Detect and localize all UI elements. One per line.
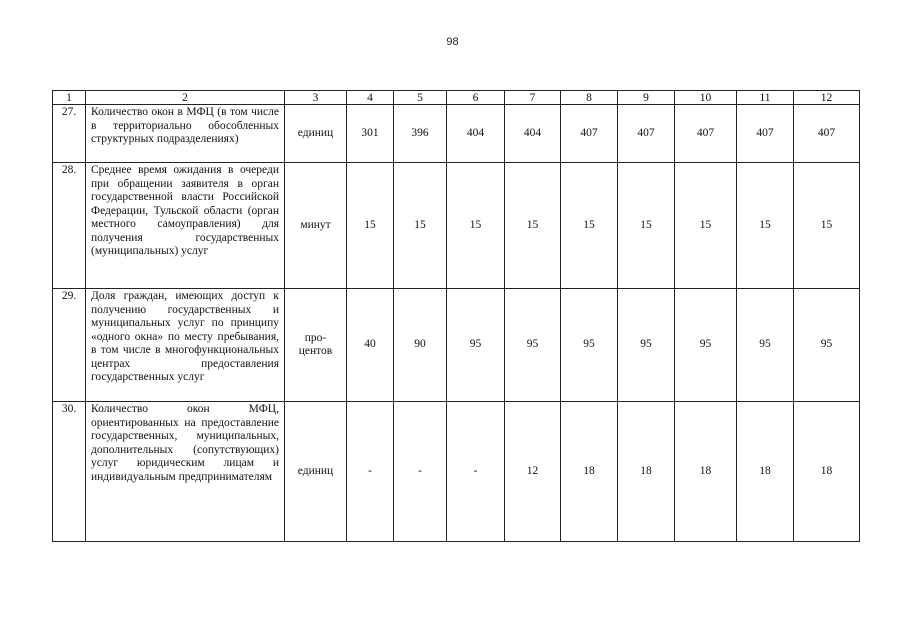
- value-cell: 15: [794, 163, 860, 289]
- column-header: 12: [794, 91, 860, 105]
- column-header: 5: [394, 91, 447, 105]
- column-header: 7: [505, 91, 561, 105]
- value-cell: 15: [394, 163, 447, 289]
- value-cell: 407: [618, 105, 675, 163]
- indicator-description: Количество окон МФЦ, ориентированных на предоставление государственных, муниципальных, дополнительных (сопутствующих) услуг юридическим лицам и индивидуальным предпринимателям: [86, 402, 285, 542]
- table-row: [53, 163, 860, 289]
- value-cell: 18: [675, 402, 737, 542]
- row-number: 30.: [53, 402, 86, 542]
- value-cell: 15: [561, 163, 618, 289]
- value-cell: -: [347, 402, 394, 542]
- value-cell: 15: [675, 163, 737, 289]
- column-header: 10: [675, 91, 737, 105]
- value-cell: 95: [737, 289, 794, 402]
- table-row: [53, 289, 860, 402]
- value-cell: 407: [561, 105, 618, 163]
- column-header: 11: [737, 91, 794, 105]
- unit-cell: минут: [285, 163, 347, 289]
- value-cell: -: [394, 402, 447, 542]
- value-cell: 95: [675, 289, 737, 402]
- value-cell: 404: [447, 105, 505, 163]
- unit-cell: про- центов: [285, 289, 347, 402]
- value-cell: 407: [794, 105, 860, 163]
- value-cell: 407: [675, 105, 737, 163]
- value-cell: 18: [794, 402, 860, 542]
- column-header: 2: [86, 91, 285, 105]
- column-header: 4: [347, 91, 394, 105]
- column-header: 1: [53, 91, 86, 105]
- value-cell: 15: [505, 163, 561, 289]
- value-cell: -: [447, 402, 505, 542]
- value-cell: 396: [394, 105, 447, 163]
- indicators-table: [52, 90, 860, 542]
- value-cell: 95: [447, 289, 505, 402]
- value-cell: 95: [794, 289, 860, 402]
- value-cell: 407: [737, 105, 794, 163]
- value-cell: 12: [505, 402, 561, 542]
- row-number: 27.: [53, 105, 86, 163]
- value-cell: 15: [737, 163, 794, 289]
- indicator-description: Среднее время ожидания в очереди при обращении заявителя в орган государственной власти Российской Федерации, Тульской области (орган местного самоуправления) для получения государственных (муниципальных) услуг: [86, 163, 285, 289]
- value-cell: 40: [347, 289, 394, 402]
- value-cell: 95: [561, 289, 618, 402]
- value-cell: 18: [618, 402, 675, 542]
- value-cell: 404: [505, 105, 561, 163]
- column-header: 8: [561, 91, 618, 105]
- column-header: 3: [285, 91, 347, 105]
- column-header: 6: [447, 91, 505, 105]
- column-number-header-row: [53, 91, 860, 105]
- page-number: 98: [446, 36, 459, 48]
- indicator-description: Доля граждан, имеющих доступ к получению государственных и муниципальных услуг по принципу «одного окна» по месту пребывания, в том числе в многофункциональных центрах предоставления государственных услуг: [86, 289, 285, 402]
- unit-cell: единиц: [285, 402, 347, 542]
- value-cell: 90: [394, 289, 447, 402]
- value-cell: 18: [737, 402, 794, 542]
- column-header: 9: [618, 91, 675, 105]
- row-number: 28.: [53, 163, 86, 289]
- row-number: 29.: [53, 289, 86, 402]
- table-row: [53, 105, 860, 163]
- value-cell: 95: [618, 289, 675, 402]
- value-cell: 15: [447, 163, 505, 289]
- unit-cell: единиц: [285, 105, 347, 163]
- value-cell: 15: [347, 163, 394, 289]
- value-cell: 15: [618, 163, 675, 289]
- indicator-description: Количество окон в МФЦ (в том числе в территориально обособленных структурных подразделениях): [86, 105, 285, 163]
- value-cell: 95: [505, 289, 561, 402]
- table-row: [53, 402, 860, 542]
- value-cell: 18: [561, 402, 618, 542]
- value-cell: 301: [347, 105, 394, 163]
